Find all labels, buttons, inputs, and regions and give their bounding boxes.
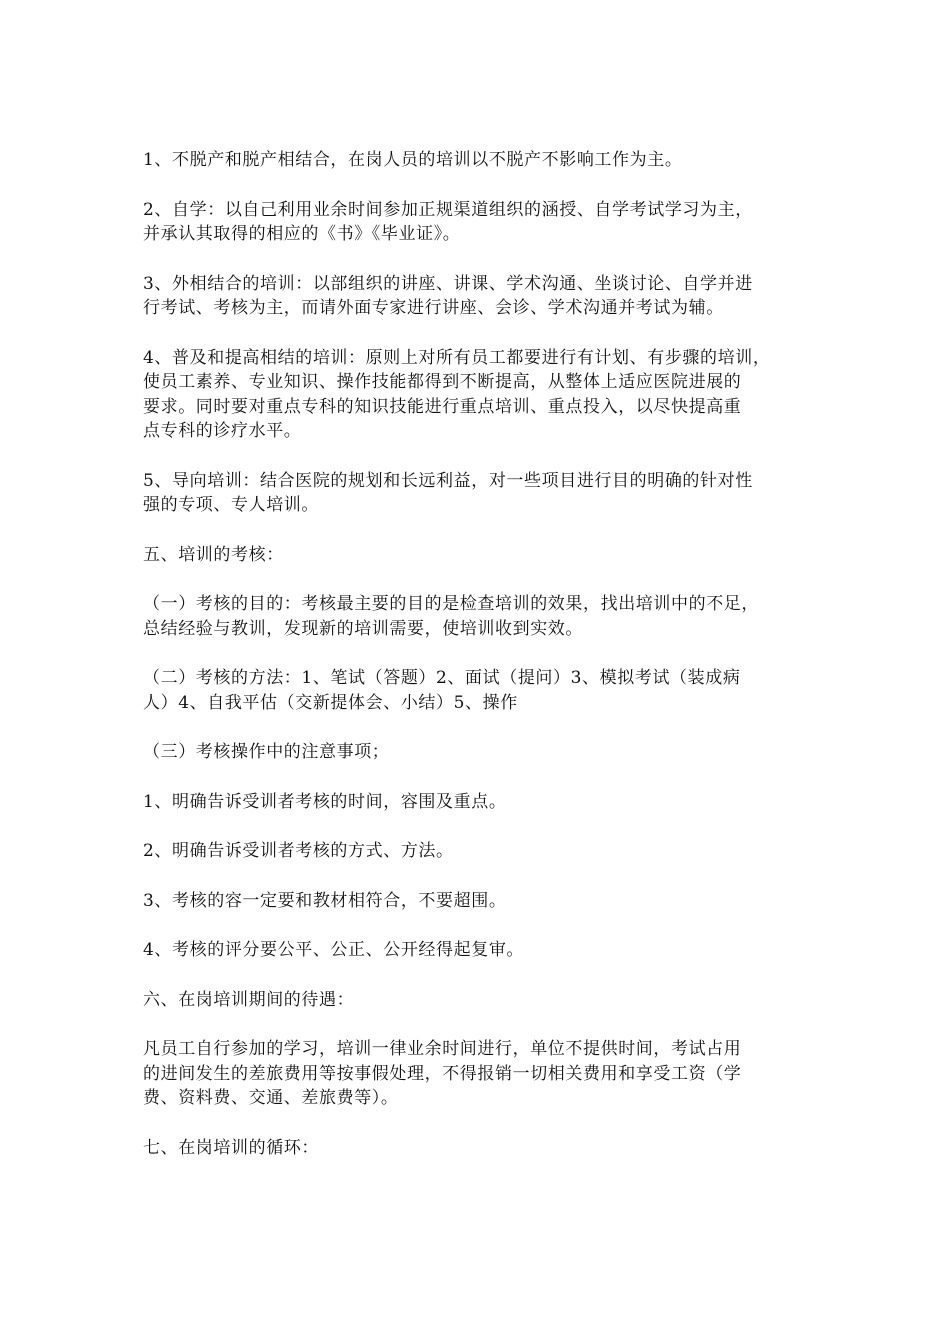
paragraph-line: 5、导向培训：结合医院的规划和长远利益，对一些项目进行目的明确的针对性: [143, 470, 753, 491]
paragraph-line: 1、不脱产和脱产相结合，在岗人员的培训以不脱产不影响工作为主。: [143, 150, 683, 170]
paragraph-line: 行考试、考核为主，而请外面专家进行讲座、会诊、学术沟通并考试为辅。: [143, 298, 724, 318]
document-paragraph: [143, 1037, 813, 1111]
paragraph-line: （三）考核操作中的注意事项；: [143, 742, 390, 762]
paragraph-line: 七、在岗培训的循环：: [143, 1137, 319, 1158]
paragraph-line: （二）考核的方法：1、笔试（答题）2、面试（提问）3、模拟考试（装成病: [143, 668, 741, 688]
document-paragraph: [143, 272, 813, 321]
paragraph-line: 费、资料费、交通、差旅费等）。: [143, 1088, 399, 1108]
paragraph-line: 2、明确告诉受训者考核的方式、方法。: [143, 841, 454, 861]
document-paragraph: [143, 889, 813, 914]
document-paragraph: [143, 666, 813, 715]
paragraph-line: 六、在岗培训期间的待遇：: [143, 989, 355, 1010]
paragraph-line: 4、考核的评分要公平、公正、公开经得起复审。: [143, 940, 525, 960]
document-paragraph: [143, 988, 813, 1013]
paragraph-line: 3、考核的容一定要和教材相符合，不要超围。: [143, 890, 507, 911]
document-paragraph: [143, 346, 813, 444]
paragraph-line: 2、自学：以自己利用业余时间参加正规渠道组织的涵授、自学考试学习为主，: [143, 199, 753, 220]
paragraph-line: 点专科的诊疗水平。: [143, 421, 302, 441]
document-paragraph: [143, 740, 813, 765]
paragraph-line: 要求。同时要对重点专科的知识技能进行重点培训、重点投入，以尽快提高重: [143, 396, 742, 417]
document-paragraph: [143, 198, 813, 247]
paragraph-line: 五、培训的考核：: [143, 544, 284, 565]
document-paragraph: [143, 543, 813, 568]
document-paragraph: [143, 592, 813, 641]
document-paragraph: [143, 148, 813, 173]
paragraph-line: 并承认其取得的相应的《书》《毕业证》。: [143, 224, 461, 244]
document-paragraph: [143, 790, 813, 815]
paragraph-line: （一）考核的目的：考核最主要的目的是检查培训的效果，找出培训中的不足，: [143, 594, 759, 614]
paragraph-line: 4、普及和提高相结的培训：原则上对所有员工都要进行有计划、有步骤的培训，: [143, 347, 771, 368]
paragraph-line: 凡员工自行参加的学习，培训一律业余时间进行，单位不提供时间，考试占用: [143, 1039, 742, 1059]
paragraph-line: 1、明确告诉受训者考核的时间，容围及重点。: [143, 791, 507, 812]
document-paragraph: [143, 1136, 813, 1161]
paragraph-line: 使员工素养、专业知识、操作技能都得到不断提高，从整体上适应医院进展的: [143, 372, 742, 392]
document-paragraph: [143, 469, 813, 518]
paragraph-line: 强的专项、专人培训。: [143, 495, 319, 515]
paragraph-line: 的进间发生的差旅费用等按事假处理，不得报销一切相关费用和享受工资（学: [143, 1063, 742, 1084]
paragraph-line: 3、外相结合的培训：以部组织的讲座、讲课、学术沟通、坐谈讨论、自学并进: [143, 273, 753, 294]
paragraph-line: 人）4、自我平估（交新提体会、小结）5、操作: [143, 692, 518, 713]
document-paragraph: [143, 839, 813, 864]
document-paragraph: [143, 938, 813, 963]
document-body: [143, 148, 813, 1185]
paragraph-line: 总结经验与教训，发现新的培训需要，使培训收到实效。: [143, 618, 583, 639]
